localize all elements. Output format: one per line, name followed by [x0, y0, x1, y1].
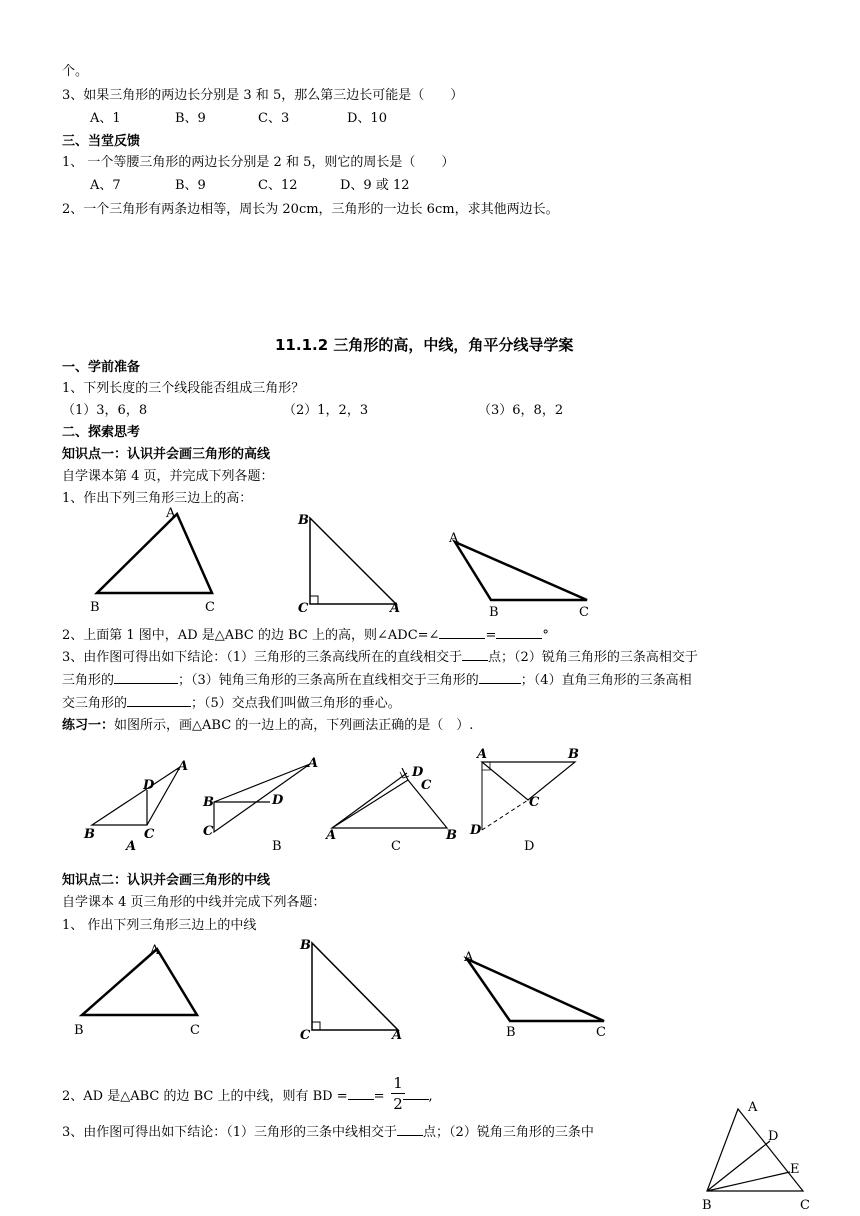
svg-text:D: D [143, 778, 155, 793]
vertex-label: B [74, 1023, 84, 1038]
instruction: 自学课本第 4 页，并完成下列各题： [62, 469, 274, 484]
question-3: 3、由作图可得出如下结论：（1）三角形的三条中线相交于 点；（2）锐角三角形的三条中 [62, 1125, 594, 1140]
question-2: 2、上面第 1 图中，AD 是△ABC 的边 BC 上的高，则∠ADC=∠ = ° [62, 628, 549, 643]
figure-d [469, 747, 579, 854]
section-heading: 一、学前准备 [62, 360, 141, 375]
triangle-acute [97, 514, 212, 593]
vertex-label: C [800, 1198, 810, 1213]
vertex-label: A [150, 943, 160, 958]
svg-text:D: D [470, 823, 482, 838]
vertex-label: B [300, 938, 311, 953]
option-d: D、9 或 12 [340, 178, 410, 193]
vertex-label: C [300, 1028, 311, 1043]
vertex-label: C [596, 1025, 606, 1040]
knowledge-point-heading: 知识点二：认识并会画三角形的中线 [62, 873, 271, 888]
svg-text:D: D [272, 793, 284, 808]
question-3-line-3: 交三角形的 ；（5）交点我们叫做三角形的垂心。 [62, 696, 401, 711]
exercise-figures [0, 740, 860, 860]
vertex-label: C [190, 1023, 200, 1038]
option-a: A、7 [90, 178, 121, 193]
svg-text:D: D [412, 765, 424, 780]
choice-label-a: A [126, 839, 137, 854]
choice-label-b: B [272, 839, 282, 854]
triangle-figures-row-1 [0, 500, 860, 630]
question-2: 2、AD 是△ABC 的边 BC 上的中线，则有 BD = = , [62, 1089, 433, 1104]
fraction-denominator: 2 [393, 1095, 403, 1113]
exercise-1: 练习一：如图所示，画△ABC 的一边上的高，下列画法正确的是（ ）. [62, 718, 474, 733]
figure-c [324, 765, 457, 854]
triangle-obtuse [455, 542, 587, 600]
question-1: 1、下列长度的三个线段能否组成三角形？ [62, 381, 305, 396]
page-title: 11.1.2 三角形的高，中线，角平分线导学案 [275, 336, 574, 354]
svg-text:B: B [446, 828, 457, 843]
svg-text:A: A [326, 828, 337, 843]
svg-text:C: C [203, 824, 214, 839]
right-angle-mark [310, 596, 318, 604]
option-b: B、9 [175, 111, 206, 126]
vertex-label: B [506, 1025, 516, 1040]
choice-label-c: C [391, 839, 401, 854]
vertex-label: B [298, 513, 309, 528]
triangle-acute [82, 949, 197, 1015]
option-a: A、1 [90, 111, 121, 126]
svg-text:C: C [144, 827, 155, 842]
text-line: 个。 [62, 64, 89, 79]
knowledge-point-heading: 知识点一：认识并会画三角形的高线 [62, 447, 271, 462]
vertex-label: E [790, 1162, 800, 1177]
option-c: C、12 [258, 178, 298, 193]
svg-text:B: B [84, 827, 95, 842]
figure-a [83, 759, 188, 854]
question-3-line-2: 三角形的 ；（3）钝角三角形的三条高所在直线相交于三角形的 ；（4）直角三角形的三条高相 [62, 673, 692, 688]
vertex-label: B [90, 600, 100, 615]
vertex-label: A [166, 506, 176, 521]
vertex-label: C [579, 605, 589, 620]
fraction-bar [391, 1093, 405, 1094]
svg-text:B: B [568, 747, 579, 762]
option-c: C、3 [258, 111, 290, 126]
svg-text:C: C [421, 778, 432, 793]
svg-text:A: A [178, 759, 189, 774]
svg-text:B: B [203, 795, 214, 810]
option-3: （3）6，8，2 [478, 403, 564, 418]
vertex-label: C [298, 601, 309, 616]
vertex-label: A [449, 531, 459, 546]
vertex-label: A [392, 1028, 403, 1043]
question-1: 1、 作出下列三角形三边上的中线 [62, 918, 257, 933]
triangle-right [310, 518, 396, 604]
section-heading: 三、当堂反馈 [62, 134, 141, 149]
section-heading: 二、探索思考 [62, 425, 141, 440]
vertex-label: A [464, 950, 474, 965]
option-d: D、10 [347, 111, 387, 126]
vertex-label: C [205, 600, 215, 615]
vertex-label: A [748, 1100, 758, 1115]
question-1: 1、作出下列三角形三边上的高： [62, 491, 253, 506]
fraction-numerator: 1 [393, 1074, 403, 1092]
option-b: B、9 [175, 178, 206, 193]
question-2: 2、一个三角形有两条边相等，周长为 20cm，三角形的一边长 6cm，求其他两边长。 [62, 202, 559, 217]
question-3: 3、如果三角形的两边长分别是 3 和 5，那么第三边长可能是（ ） [62, 88, 464, 103]
vertex-label: D [768, 1129, 779, 1144]
svg-text:A: A [477, 747, 488, 762]
vertex-label: A [390, 601, 401, 616]
question-1: 1、 一个等腰三角形的两边长分别是 2 和 5，则它的周长是（ ） [62, 155, 455, 170]
question-3: 3、由作图可得出如下结论：（1）三角形的三条高线所在的直线相交于 点；（2）锐角三角形的三条高相交于 [62, 650, 698, 665]
vertex-label: B [489, 605, 499, 620]
choice-label-d: D [524, 839, 535, 854]
figure-b [202, 756, 318, 854]
triangle-obtuse [467, 959, 604, 1021]
option-1: （1）3，6，8 [62, 403, 148, 418]
median-figure [690, 1095, 830, 1216]
svg-text:A: A [308, 756, 319, 771]
option-2: （2）1，2，3 [283, 403, 369, 418]
triangle-right [312, 943, 398, 1030]
triangle-figures-row-2 [0, 935, 860, 1045]
instruction: 自学课本 4 页三角形的中线并完成下列各题： [62, 895, 326, 910]
right-angle-mark [312, 1022, 320, 1030]
svg-text:C: C [529, 795, 540, 810]
vertex-label: B [702, 1198, 712, 1213]
